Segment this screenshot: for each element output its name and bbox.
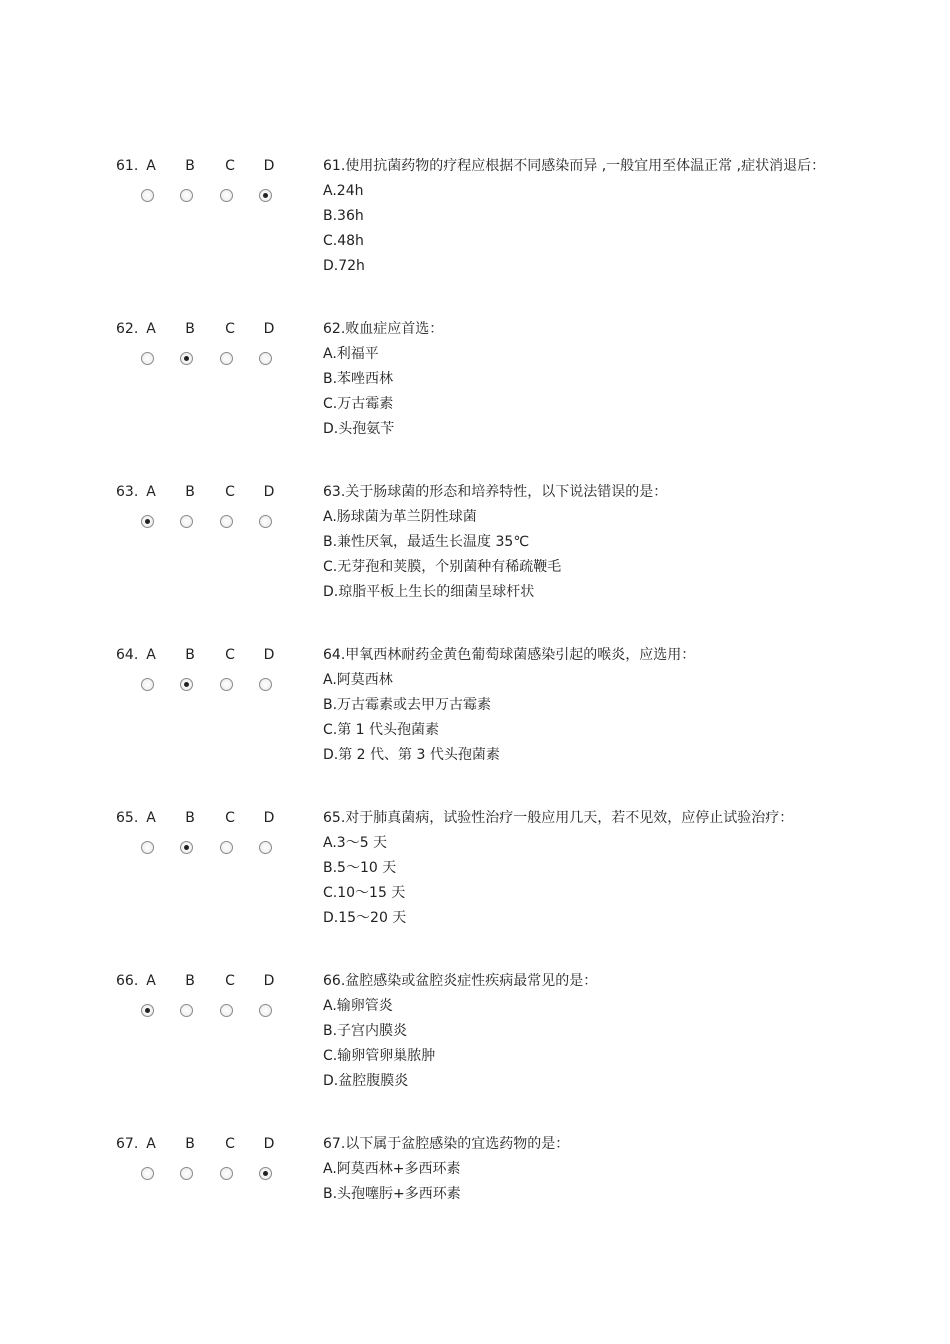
answer-choice: B.苯唑西林 xyxy=(323,371,394,387)
option-letter-a: A xyxy=(146,647,156,663)
answer-radio-b[interactable] xyxy=(180,678,193,691)
answer-choice: A.阿莫西林+多西环素 xyxy=(323,1161,461,1177)
option-letter-a: A xyxy=(146,321,156,337)
answer-choice: A.利福平 xyxy=(323,346,379,362)
question-number: 61. xyxy=(116,158,139,174)
question-text xyxy=(323,1135,569,1210)
option-letter-a: A xyxy=(146,973,156,989)
question-stem: 64.甲氧西林耐药金黄色葡萄球菌感染引起的喉炎，应选用： xyxy=(323,647,696,663)
option-letter-a: A xyxy=(146,484,156,500)
question-number: 66. xyxy=(116,973,139,989)
answer-radio-c[interactable] xyxy=(220,515,233,528)
option-letter-b: B xyxy=(185,810,195,826)
question-stem: 65.对于肺真菌病，试验性治疗一般应用几天，若不见效，应停止试验治疗： xyxy=(323,810,794,826)
answer-radio-d[interactable] xyxy=(259,678,272,691)
option-letter-c: C xyxy=(225,810,235,826)
option-letter-d: D xyxy=(263,321,275,337)
answer-radio-c[interactable] xyxy=(220,352,233,365)
answer-radio-b[interactable] xyxy=(180,1004,193,1017)
answer-choice: C.48h xyxy=(323,233,364,249)
answer-radio-a[interactable] xyxy=(141,515,154,528)
answer-choice: A.肠球菌为革兰阴性球菌 xyxy=(323,509,477,525)
answer-radio-a[interactable] xyxy=(141,1004,154,1017)
question-block xyxy=(0,646,950,786)
radio-selected-dot xyxy=(184,682,189,687)
answer-radio-c[interactable] xyxy=(220,1004,233,1017)
answer-choice: A.输卵管炎 xyxy=(323,998,393,1014)
answer-choice: A.24h xyxy=(323,183,364,199)
answer-choice: C.10～15 天 xyxy=(323,885,406,901)
answer-radio-c[interactable] xyxy=(220,1167,233,1180)
radio-selected-dot xyxy=(184,356,189,361)
answer-radio-b[interactable] xyxy=(180,1167,193,1180)
answer-radio-d[interactable] xyxy=(259,1167,272,1180)
answer-radio-c[interactable] xyxy=(220,678,233,691)
answer-choice: D.72h xyxy=(323,258,365,274)
answer-choice: B.头孢噻肟+多西环素 xyxy=(323,1186,461,1202)
option-letter-d: D xyxy=(263,810,275,826)
question-text xyxy=(323,972,597,1097)
answer-choice: C.输卵管卵巢脓肿 xyxy=(323,1048,436,1064)
answer-choice: B.36h xyxy=(323,208,364,224)
question-block xyxy=(0,483,950,623)
option-letter-b: B xyxy=(185,973,195,989)
option-letter-c: C xyxy=(225,158,235,174)
answer-choice: D.15～20 天 xyxy=(323,910,407,926)
answer-radio-d[interactable] xyxy=(259,515,272,528)
answer-choice: B.万古霉素或去甲万古霉素 xyxy=(323,697,492,713)
question-stem: 61.使用抗菌药物的疗程应根据不同感染而异 ,一般宜用至体温正常 ,症状消退后： xyxy=(323,158,826,174)
question-stem: 62.败血症应首选： xyxy=(323,321,444,337)
question-block xyxy=(0,320,950,460)
option-letter-d: D xyxy=(263,1136,275,1152)
answer-choice: C.第 1 代头孢菌素 xyxy=(323,722,440,738)
option-letter-a: A xyxy=(146,158,156,174)
radio-selected-dot xyxy=(263,193,268,198)
answer-radio-b[interactable] xyxy=(180,841,193,854)
option-letter-c: C xyxy=(225,647,235,663)
answer-choice: A.阿莫西林 xyxy=(323,672,393,688)
question-block xyxy=(0,157,950,297)
option-letter-d: D xyxy=(263,647,275,663)
answer-radio-b[interactable] xyxy=(180,515,193,528)
option-letter-c: C xyxy=(225,1136,235,1152)
option-letter-c: C xyxy=(225,484,235,500)
question-number: 62. xyxy=(116,321,139,337)
question-number: 63. xyxy=(116,484,139,500)
answer-radio-c[interactable] xyxy=(220,841,233,854)
option-letter-b: B xyxy=(185,484,195,500)
question-number: 64. xyxy=(116,647,139,663)
question-number: 65. xyxy=(116,810,139,826)
radio-selected-dot xyxy=(184,845,189,850)
option-letter-b: B xyxy=(185,321,195,337)
answer-radio-a[interactable] xyxy=(141,841,154,854)
answer-radio-d[interactable] xyxy=(259,352,272,365)
answer-choice: D.盆腔腹膜炎 xyxy=(323,1073,409,1089)
question-block xyxy=(0,972,950,1112)
answer-radio-d[interactable] xyxy=(259,1004,272,1017)
option-letter-b: B xyxy=(185,158,195,174)
answer-choice: C.无芽孢和荚膜，个别菌种有稀疏鞭毛 xyxy=(323,559,562,575)
option-letter-c: C xyxy=(225,321,235,337)
radio-selected-dot xyxy=(263,1171,268,1176)
option-letter-d: D xyxy=(263,484,275,500)
answer-choice: A.3～5 天 xyxy=(323,835,388,851)
answer-radio-d[interactable] xyxy=(259,841,272,854)
option-letter-b: B xyxy=(185,647,195,663)
answer-choice: D.琼脂平板上生长的细菌呈球杆状 xyxy=(323,584,535,600)
answer-choice: D.第 2 代、第 3 代头孢菌素 xyxy=(323,747,500,763)
question-number: 67. xyxy=(116,1136,139,1152)
option-letter-b: B xyxy=(185,1136,195,1152)
answer-radio-a[interactable] xyxy=(141,189,154,202)
answer-radio-a[interactable] xyxy=(141,1167,154,1180)
radio-selected-dot xyxy=(145,1008,150,1013)
answer-choice: B.5～10 天 xyxy=(323,860,397,876)
question-text xyxy=(323,320,443,445)
question-stem: 67.以下属于盆腔感染的宜选药物的是： xyxy=(323,1136,570,1152)
option-letter-a: A xyxy=(146,810,156,826)
option-letter-a: A xyxy=(146,1136,156,1152)
question-block xyxy=(0,809,950,949)
question-text xyxy=(323,483,667,608)
question-text xyxy=(323,157,825,282)
question-text xyxy=(323,809,793,934)
answer-choice: B.子宫内膜炎 xyxy=(323,1023,408,1039)
question-stem: 63.关于肠球菌的形态和培养特性，以下说法错误的是： xyxy=(323,484,668,500)
answer-radio-b[interactable] xyxy=(180,189,193,202)
answer-radio-b[interactable] xyxy=(180,352,193,365)
answer-choice: B.兼性厌氧，最适生长温度 35℃ xyxy=(323,534,530,550)
radio-selected-dot xyxy=(145,519,150,524)
option-letter-d: D xyxy=(263,973,275,989)
answer-radio-a[interactable] xyxy=(141,678,154,691)
question-text xyxy=(323,646,695,771)
answer-choice: D.头孢氨苄 xyxy=(323,421,395,437)
answer-radio-a[interactable] xyxy=(141,352,154,365)
option-letter-c: C xyxy=(225,973,235,989)
answer-radio-d[interactable] xyxy=(259,189,272,202)
answer-choice: C.万古霉素 xyxy=(323,396,394,412)
question-block xyxy=(0,1135,950,1275)
option-letter-d: D xyxy=(263,158,275,174)
answer-radio-c[interactable] xyxy=(220,189,233,202)
question-stem: 66.盆腔感染或盆腔炎症性疾病最常见的是： xyxy=(323,973,598,989)
